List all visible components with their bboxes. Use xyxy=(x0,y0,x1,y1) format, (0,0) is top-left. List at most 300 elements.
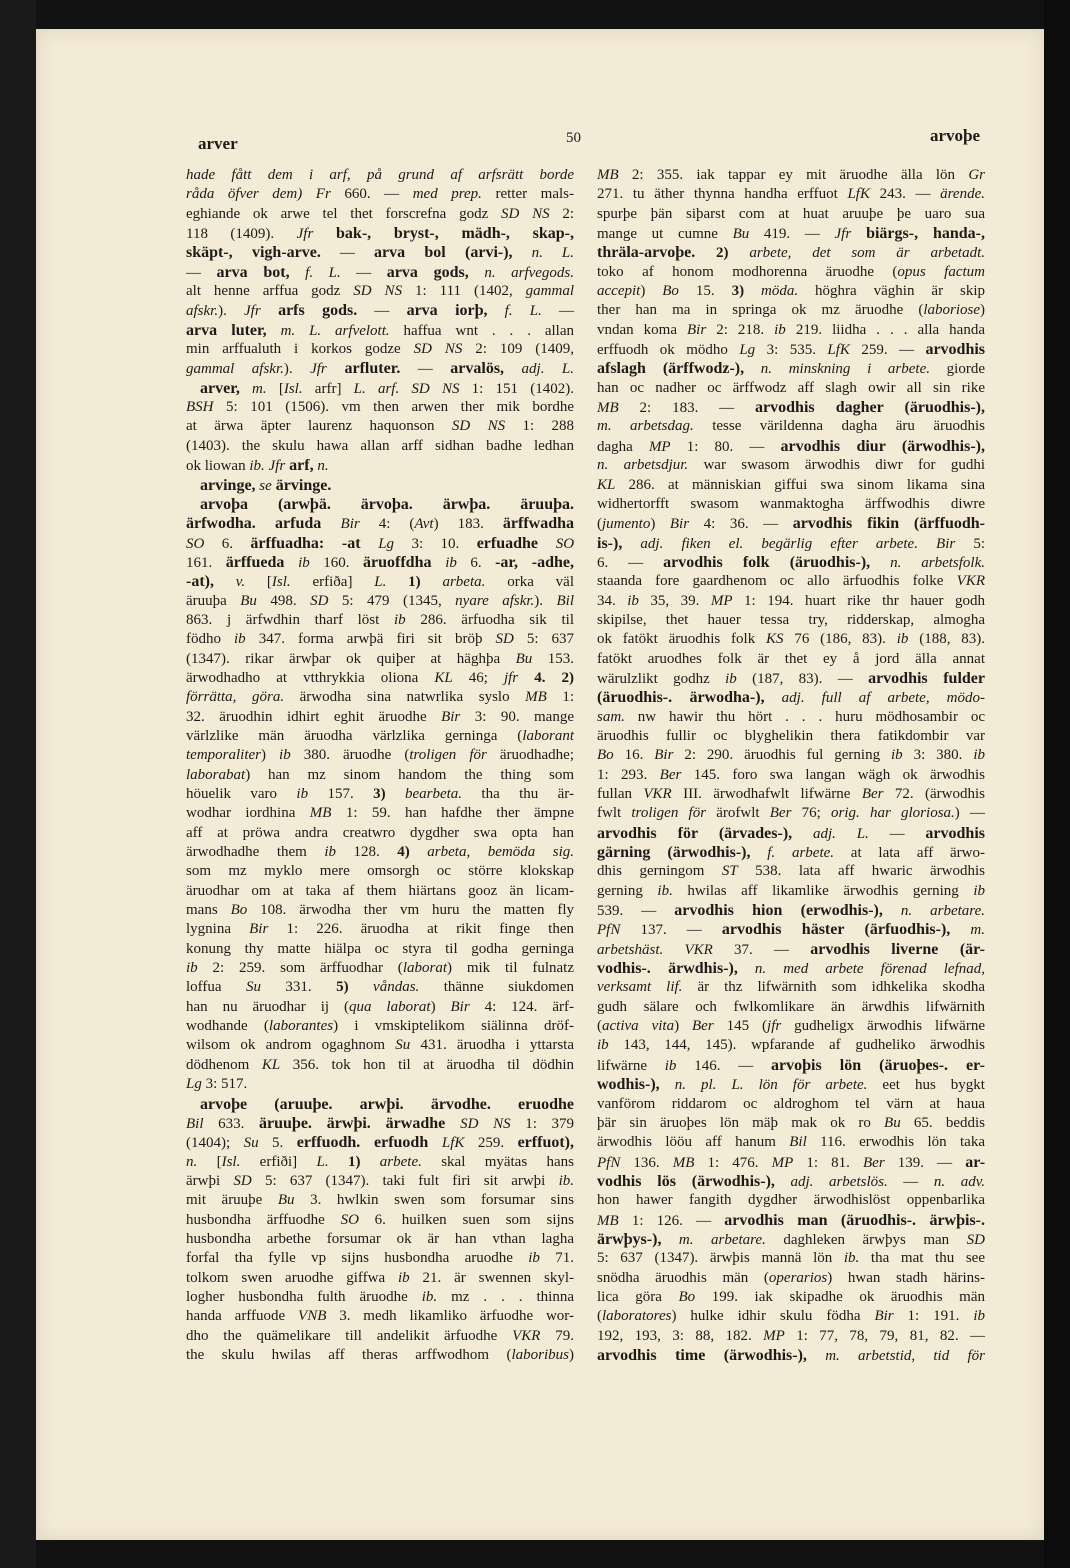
text-line xyxy=(186,243,574,262)
italic-text: SO xyxy=(186,535,205,552)
text-run: ( xyxy=(597,1308,602,1325)
italic-text: arbeta, bemöda sig. xyxy=(427,844,574,861)
text-run: 1: 111 (1402, xyxy=(402,283,526,300)
italic-text: Bir xyxy=(654,747,674,764)
text-line xyxy=(597,1307,985,1326)
text-line xyxy=(597,1075,985,1094)
text-run: ) xyxy=(674,1018,693,1035)
headword: arf, xyxy=(285,457,314,475)
text-run: höghra väghin är skip xyxy=(798,283,986,300)
italic-text: med prep. xyxy=(412,186,482,203)
text-run: 15. xyxy=(678,283,732,300)
text-run: wärulzlikt godhz xyxy=(597,670,726,687)
italic-text: våndas. xyxy=(373,979,420,996)
text-run: 1: 126. — xyxy=(618,1212,725,1229)
italic-text: adj. arbetslös. xyxy=(774,1173,888,1190)
headword: bak-, bryst-, mädh-, skap-, xyxy=(313,225,575,243)
headword: -at), xyxy=(186,573,214,591)
text-run: fwlt xyxy=(597,805,632,822)
text-line xyxy=(186,650,574,669)
text-run: handa arffuode xyxy=(186,1308,299,1325)
italic-text: ib xyxy=(973,882,985,899)
italic-text: Su xyxy=(395,1037,411,1054)
italic-text: m. xyxy=(239,380,267,397)
text-run: 32. äruodhin idhirt eghit äruodhe xyxy=(186,708,442,725)
text-run: 3: 535. xyxy=(755,342,828,359)
text-run: 1: 80. — xyxy=(670,438,781,455)
text-line xyxy=(186,901,574,920)
text-run: the skulu hwilas aff theras arffwodhom ( xyxy=(186,1346,512,1363)
text-run: 76 (186, 83). xyxy=(783,631,897,648)
italic-text: ib xyxy=(891,747,903,764)
text-line xyxy=(186,1346,574,1365)
text-line xyxy=(186,514,574,533)
text-run: (188, 83). xyxy=(908,631,985,648)
italic-text: ib xyxy=(973,747,986,764)
text-run: hon hawer fangith dygdher ärwodhislöst oppenbarlika xyxy=(597,1192,985,1209)
text-run: at lata aff ärwo- xyxy=(834,845,985,862)
italic-text: Ber xyxy=(863,1154,885,1171)
text-run: (1347). rikar ärwþar ok quiþer at häghþa xyxy=(186,650,516,667)
italic-text: Lg xyxy=(186,1076,202,1093)
text-run: 76; xyxy=(791,805,832,822)
italic-text: LfK xyxy=(827,342,850,359)
text-run: retter mals- xyxy=(481,186,575,203)
text-run: 137. — xyxy=(620,922,722,939)
italic-text: Lg xyxy=(378,535,395,552)
italic-text: ib. xyxy=(843,1250,860,1267)
text-line xyxy=(597,224,985,243)
italic-text: SO xyxy=(340,1211,359,1228)
text-run: nw hawir thu hört . . . huru mödhosambir oc xyxy=(624,708,985,725)
italic-text: Su xyxy=(245,979,261,996)
headword: arva iorþ, xyxy=(406,302,488,320)
text-run: 136. xyxy=(620,1154,673,1171)
text-line xyxy=(186,1095,574,1114)
italic-text: Jfr xyxy=(296,226,314,243)
text-line xyxy=(597,243,985,262)
text-line xyxy=(597,417,985,436)
text-run: fatökt aruodhes folk är thet ey å jord älla annat xyxy=(597,650,985,667)
text-run: ( xyxy=(597,516,602,533)
text-line xyxy=(597,359,985,378)
text-run: 2: 290. äruodhis ful gerning xyxy=(673,747,891,764)
text-line xyxy=(186,1172,574,1191)
headword: arvodhis folk (äruodhis-), xyxy=(663,553,871,571)
italic-text: n. pl. L. lön för arbete. xyxy=(659,1077,868,1094)
text-run: 79. xyxy=(540,1327,575,1344)
headword: arvalös, xyxy=(450,360,505,378)
text-run: aff at pröwa andra creatwro dygdher swa opta han xyxy=(186,824,574,841)
text-line xyxy=(186,630,574,649)
sense-number: 3) xyxy=(373,786,386,802)
italic-text: jumento xyxy=(602,516,651,533)
text-run: 3: 380. xyxy=(902,747,974,764)
text-run: födho xyxy=(186,631,235,648)
text-run: mans xyxy=(186,902,231,919)
text-line xyxy=(186,1017,574,1036)
text-run: alt henne arffua godz xyxy=(186,283,354,300)
text-run: äruodhar om at taka af them hiärtans gooz än licam- xyxy=(186,882,574,899)
headword: ärwþys-), xyxy=(597,1230,662,1248)
text-run xyxy=(729,245,750,261)
text-run: 145 ( xyxy=(713,1018,768,1035)
text-run: han nu äruodhar ij ( xyxy=(186,998,349,1015)
italic-text: LfK xyxy=(441,1135,465,1152)
text-run: 3. medh likamliko ärfuodhe wor- xyxy=(326,1308,574,1325)
text-line xyxy=(186,959,574,978)
italic-text: n. xyxy=(313,458,329,475)
headword: biärgs-, handa-, xyxy=(851,225,986,243)
text-run xyxy=(545,670,561,686)
text-line xyxy=(597,592,985,611)
italic-text: SD xyxy=(310,592,329,609)
text-run: spurþe þän siþarst com at huat aruuþe þe uaro sua xyxy=(597,205,985,222)
italic-text: activa vita xyxy=(602,1018,675,1035)
italic-text: f. L. xyxy=(487,303,542,320)
text-line xyxy=(186,301,574,320)
scan-border-right xyxy=(1044,0,1070,1568)
italic-text: Jfr xyxy=(834,226,852,243)
italic-text: m. arbetsdag. xyxy=(597,418,694,435)
text-line xyxy=(186,417,574,436)
text-line xyxy=(597,650,985,669)
italic-text: Su xyxy=(243,1135,259,1152)
text-run: 34. xyxy=(597,592,628,609)
italic-text: VKR xyxy=(956,573,985,590)
text-run: ) — xyxy=(954,805,985,822)
text-run: 2: xyxy=(549,205,574,222)
text-run: som mz myklo mere omsorgh oc större klokskap xyxy=(186,863,574,880)
running-head-right: arvoþe xyxy=(929,126,980,145)
text-line xyxy=(186,746,574,765)
text-run: 35, 39. xyxy=(638,592,711,609)
italic-text: ib xyxy=(445,554,457,571)
text-line xyxy=(597,1036,985,1055)
italic-text: Bu xyxy=(884,1114,901,1131)
text-run: erfiða] xyxy=(290,574,375,591)
headword: arvinge, xyxy=(200,476,256,494)
text-run: 160. xyxy=(309,554,364,571)
text-line xyxy=(597,998,985,1017)
text-run: widhertorfft swasom wanmaktogha ärffwodhis diwre xyxy=(597,495,985,512)
text-run: war swasom ärwodhis diwr for gudhi xyxy=(688,457,985,474)
left-column xyxy=(186,166,574,1365)
text-line xyxy=(597,1269,985,1288)
italic-text: VNB xyxy=(298,1308,327,1325)
italic-text: v. xyxy=(213,574,246,591)
italic-text: ib xyxy=(774,321,786,338)
italic-text: Bo xyxy=(662,283,679,300)
italic-text: troligen för xyxy=(409,747,487,764)
text-line xyxy=(186,1249,574,1268)
headword: arva luter, xyxy=(186,321,267,339)
text-line xyxy=(597,785,985,804)
text-run: ) xyxy=(650,516,670,533)
italic-text: ib. xyxy=(657,882,673,899)
italic-text: MB xyxy=(597,167,619,183)
text-run: 161. xyxy=(186,554,226,571)
headword: is-), xyxy=(597,534,623,552)
italic-text: Isl. xyxy=(221,1153,241,1170)
text-run: [ xyxy=(266,380,284,397)
text-run: — xyxy=(400,361,451,378)
text-run: 6. xyxy=(456,554,496,571)
text-line xyxy=(597,727,985,746)
text-line xyxy=(597,379,985,398)
italic-text: SD NS xyxy=(413,341,463,358)
text-line xyxy=(186,495,574,514)
text-run xyxy=(744,283,761,299)
text-line xyxy=(597,476,985,495)
text-run: gudh sälare och fwlkomlikare än ärwdhis lifwärnith xyxy=(597,998,985,1015)
text-run: 6. — xyxy=(597,554,664,571)
headword: arvodhis häster (ärfuodhis-), xyxy=(721,921,951,939)
text-line xyxy=(597,1095,985,1114)
text-line xyxy=(186,611,574,630)
text-line xyxy=(186,1056,574,1075)
text-run: 21. är swennen skyl- xyxy=(409,1269,574,1286)
italic-text: m. arbetare. xyxy=(661,1231,766,1248)
italic-text: PfN xyxy=(597,922,621,939)
italic-text: Bir xyxy=(687,321,707,338)
text-run: 419. — xyxy=(749,226,835,243)
text-run: haffua wnt . . . allan xyxy=(389,322,575,339)
text-run: tesse värildenna dagha äru äruodhis xyxy=(693,418,985,435)
text-line xyxy=(597,1230,985,1249)
italic-text: KS xyxy=(766,631,784,648)
italic-text: jfr xyxy=(503,669,519,686)
italic-text: KL xyxy=(597,476,616,493)
text-run: 65. beddis xyxy=(900,1114,985,1131)
text-run: 118 (1409). xyxy=(186,226,297,243)
text-run: [ xyxy=(245,574,272,591)
italic-text: Lg xyxy=(739,342,756,359)
text-run: 259. — xyxy=(849,342,926,359)
text-run: 3: 517. xyxy=(201,1076,248,1093)
text-run: snödha äruodhis män ( xyxy=(597,1269,769,1286)
italic-text: SD NS xyxy=(353,283,403,300)
text-run: 5: 637 (1347). taki fult firi sit arwþi xyxy=(251,1172,559,1189)
text-line xyxy=(186,1211,574,1230)
text-run: 633. xyxy=(203,1115,260,1132)
italic-text: MB xyxy=(672,1154,695,1171)
italic-text: Bir xyxy=(874,1308,894,1325)
italic-text: ib xyxy=(234,631,246,648)
text-run: 192, 193, 3: 88, 182. xyxy=(597,1327,764,1344)
italic-text: ib xyxy=(664,1057,677,1074)
text-run: wodhande ( xyxy=(186,1018,269,1035)
italic-text: SO xyxy=(555,535,575,552)
text-line xyxy=(597,746,985,765)
italic-text: jfr xyxy=(767,1018,782,1035)
text-run xyxy=(421,574,443,590)
italic-text: verksamt lif. xyxy=(597,979,683,996)
text-run: mz . . . thinna xyxy=(437,1288,574,1305)
headword: äruuþe. ärwþi. ärwadhe xyxy=(259,1114,461,1132)
text-run xyxy=(360,1154,379,1170)
italic-text: n. arbetare. xyxy=(882,903,985,920)
text-run: 356. tok hon til at äruodha til dödhin xyxy=(280,1056,574,1073)
text-run: daghleken ärwþys man xyxy=(765,1231,967,1248)
italic-text: adj. full af arbete, mödo- xyxy=(764,690,985,707)
headword: arva gods, xyxy=(386,263,469,281)
italic-text: gammal afskr. xyxy=(186,361,284,378)
text-run: äruodhis fullir oc blyghelikin thera fatikdombir var xyxy=(597,727,985,744)
text-run: lifwärne xyxy=(597,1057,665,1074)
italic-text: se xyxy=(255,477,272,494)
text-line xyxy=(597,534,985,553)
text-run: tolkom swen aruodhe giffwa xyxy=(186,1269,398,1286)
text-run: ). xyxy=(218,303,244,320)
italic-text: ib xyxy=(397,1269,410,1286)
text-line xyxy=(186,379,574,398)
text-run: — xyxy=(357,303,407,320)
text-run: höuelik varo xyxy=(186,786,297,802)
text-run: 46; xyxy=(452,669,504,686)
text-line xyxy=(597,959,985,978)
text-run: 139. — xyxy=(884,1154,966,1171)
italic-text: laborant xyxy=(522,727,574,744)
text-line xyxy=(186,1133,574,1152)
text-run: 538. lata aff hwaric ärwodhis xyxy=(737,863,985,880)
headword: erffuot), xyxy=(517,1134,574,1152)
italic-text: n. med arbete förenad lefnad, xyxy=(737,961,985,978)
text-run: ok fatökt äruodhis folk xyxy=(597,631,767,648)
text-run: erfiði] xyxy=(240,1153,317,1170)
headword: arfs gods. xyxy=(260,302,358,320)
text-run: 1: 293. xyxy=(597,766,660,783)
text-line xyxy=(186,1269,574,1288)
text-run: vanförom riddarom oc aldroghom tel värn at haua xyxy=(597,1095,985,1112)
text-run: 1: 191. xyxy=(893,1308,974,1325)
text-line xyxy=(186,920,574,939)
text-run: ) xyxy=(640,283,663,300)
text-line xyxy=(597,321,985,340)
page-number: 50 xyxy=(566,130,581,146)
text-run: 2: 355. iak tappar ey mit äruodhe älla lön xyxy=(618,167,969,183)
italic-text: ib xyxy=(627,592,639,609)
italic-text: laboribus xyxy=(511,1346,569,1363)
text-run: erffuodh ok mödho xyxy=(597,342,740,359)
italic-text: Ber xyxy=(769,805,792,822)
text-line xyxy=(186,978,574,997)
text-line xyxy=(186,1036,574,1055)
text-run: dhis gerningom xyxy=(597,863,722,880)
italic-text: arbeta. xyxy=(442,574,486,591)
italic-text: L. arf. SD NS xyxy=(353,380,460,397)
headword: ärffueda xyxy=(225,553,299,571)
italic-text: laborabat xyxy=(186,766,246,783)
italic-text: m. L. arfvelott. xyxy=(266,322,390,339)
sense-number: 3) xyxy=(731,283,745,300)
text-run: lica göra xyxy=(597,1288,679,1305)
italic-text: MB xyxy=(525,689,547,706)
headword: (äruodhis-. ärwodha-), xyxy=(597,689,765,707)
text-line xyxy=(186,321,574,340)
sense-number: 4) xyxy=(397,844,410,861)
sense-number: 1) xyxy=(347,1153,361,1170)
text-line xyxy=(186,359,574,378)
text-run: fullan xyxy=(597,786,644,802)
sense-number: 2) xyxy=(561,669,575,686)
italic-text: afskr. xyxy=(186,303,219,320)
italic-text: Bo xyxy=(678,1288,696,1305)
text-line xyxy=(597,1056,985,1075)
text-run xyxy=(349,979,373,995)
text-line xyxy=(597,843,985,862)
italic-text: operarios xyxy=(768,1269,828,1286)
headword: arvodhis dagher (äruodhis-), xyxy=(755,399,986,417)
italic-text: bearbeta. xyxy=(404,786,463,802)
text-line xyxy=(597,824,985,843)
headword: erfuadhe xyxy=(476,534,556,552)
headword: arva bot, xyxy=(216,263,290,281)
text-run: är thz lifwärnith som idhkelika skodha xyxy=(682,979,985,996)
text-run: äruodhadhe; xyxy=(486,747,575,764)
italic-text: Bu xyxy=(515,650,533,667)
text-run: ärwodhadhe them xyxy=(186,844,325,861)
text-run: 108. ärwodha ther vm huru the matten fly xyxy=(247,902,574,919)
italic-text: SD NS xyxy=(451,418,506,435)
text-run: 2: 109 (1409, xyxy=(462,341,575,358)
italic-text: Isl. xyxy=(283,380,303,397)
text-line xyxy=(186,456,574,475)
text-line xyxy=(597,862,985,881)
text-run: — xyxy=(868,825,926,842)
text-run: 1: xyxy=(546,689,575,706)
text-run: 5: xyxy=(955,535,986,552)
text-run: 16. xyxy=(613,747,655,764)
text-run: logher husbondha fulth äruodhe xyxy=(186,1288,422,1305)
text-run: ). xyxy=(283,361,311,378)
text-run: wodhar iordhina xyxy=(186,805,310,822)
headword: arvodhis xyxy=(925,824,985,842)
text-run: 1: 476. xyxy=(694,1154,772,1171)
text-run: skal myätas hans xyxy=(421,1153,575,1170)
text-line xyxy=(186,437,574,456)
text-run: — xyxy=(541,303,575,320)
italic-text: n. arbetsdjur. xyxy=(597,457,689,474)
headword: arvodhis för (ärvades-), xyxy=(597,824,793,842)
text-run: 863. j ärfwdhin tharf löst xyxy=(186,611,394,628)
text-line xyxy=(597,669,985,688)
italic-text: Jfr xyxy=(244,303,261,320)
italic-text: SD xyxy=(966,1231,985,1248)
headword: arvoþe (aruuþe. arwþi. ärvodhe. eruodhe xyxy=(200,1095,574,1113)
text-run: 1: 81. xyxy=(793,1154,863,1171)
headword: skäpt-, vigh-arve. xyxy=(186,244,321,262)
text-run: 1: 59. han hafdhe ther ämpne xyxy=(331,805,574,822)
text-run: giorde xyxy=(929,361,985,378)
italic-text: temporaliter xyxy=(186,747,261,764)
text-run: ok liowan xyxy=(186,458,250,475)
italic-text: Isl. xyxy=(271,574,291,591)
headword: ärfwodha. arfuda xyxy=(186,515,341,533)
italic-text: Bu xyxy=(732,226,750,243)
text-run: (1403). the skulu hawa allan arff sidhan badhe ledhan xyxy=(186,437,574,454)
text-run: thänne siukdomen xyxy=(419,979,574,996)
italic-text: arbetshäst. VKR xyxy=(597,941,713,958)
text-run: loffua xyxy=(186,979,246,996)
italic-text: ib xyxy=(279,747,291,764)
headword: ärvinge. xyxy=(271,476,332,494)
text-run: ) xyxy=(261,747,280,764)
italic-text: Bu xyxy=(240,592,257,609)
headword: arvoþa (arwþä. ärvoþa. ärwþa. äruuþa. xyxy=(200,495,574,513)
text-run: 4: 124. ärf- xyxy=(469,998,574,1015)
text-run: 660. — xyxy=(330,186,413,203)
